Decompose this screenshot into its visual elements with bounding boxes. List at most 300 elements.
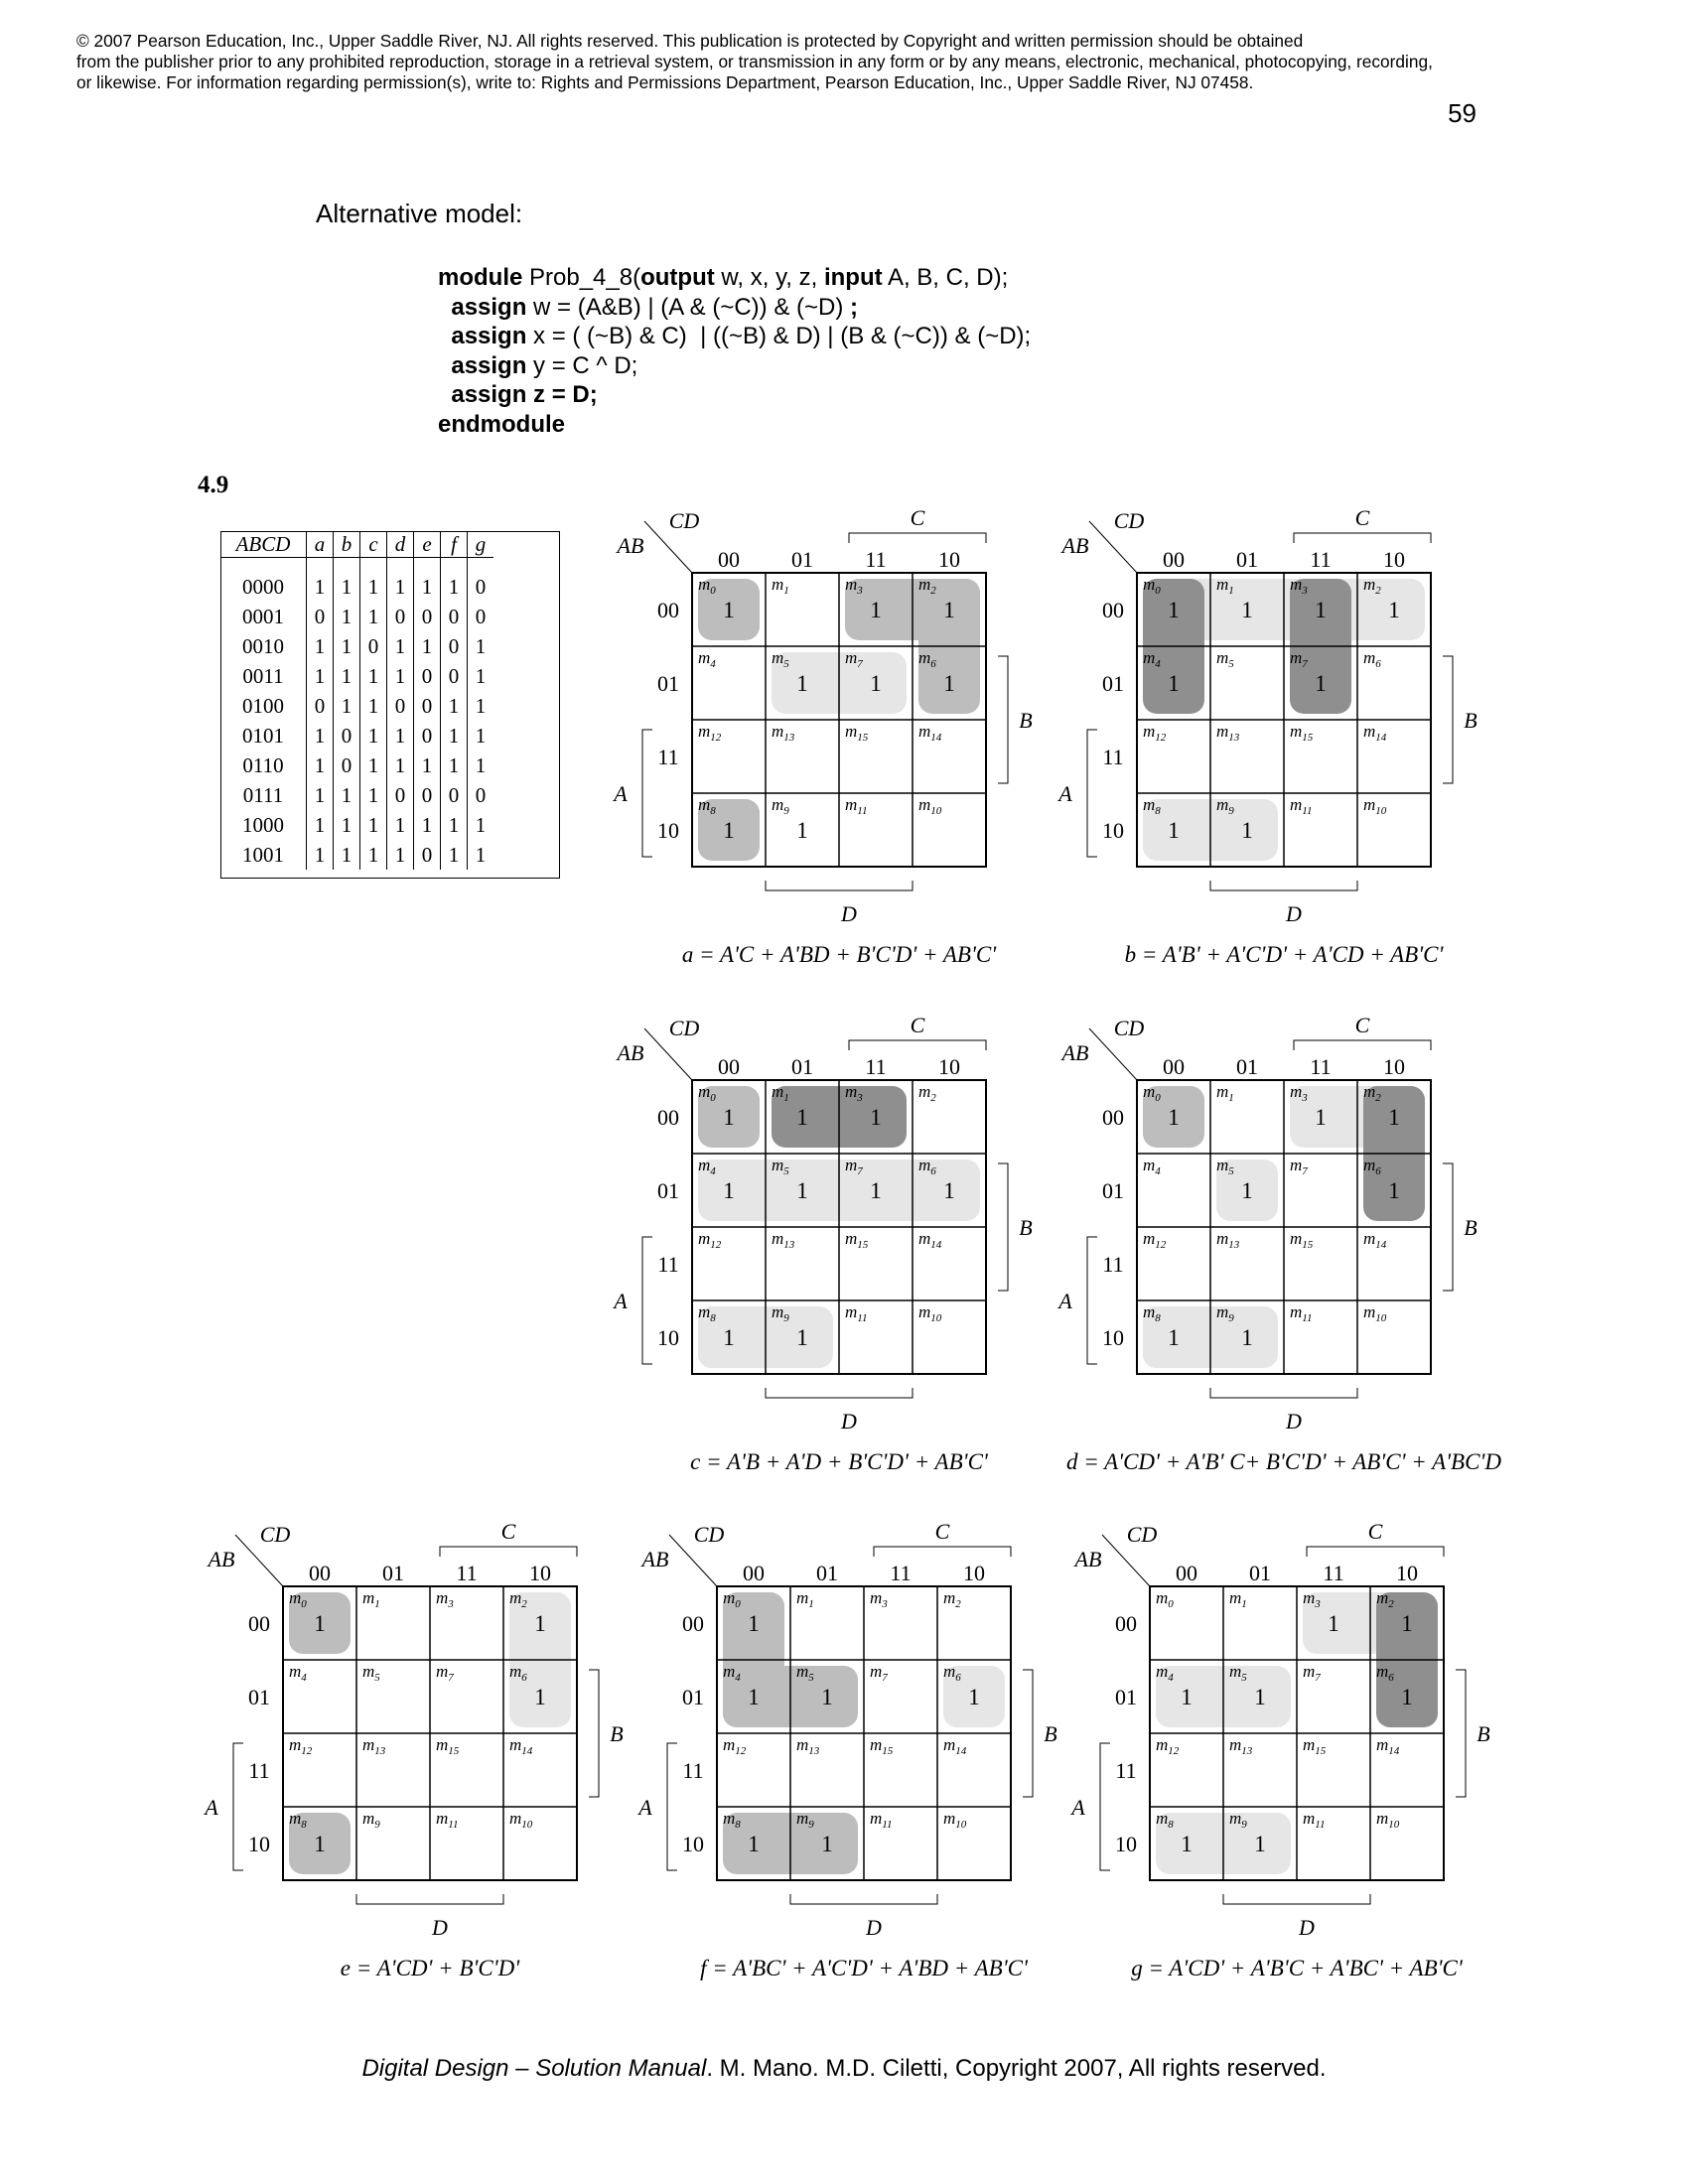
minterm-label: $m_2$ [918, 1082, 936, 1104]
minterm-label: $m_6$ [918, 648, 936, 670]
table-cell: 0111 [242, 782, 284, 807]
table-cell: 0101 [242, 723, 284, 748]
minterm-label: $m_{11}$ [436, 1809, 459, 1831]
table-cell: 1 [307, 840, 334, 870]
table-cell: 0 [387, 691, 414, 721]
table-cell: 1 [360, 721, 387, 751]
minterm-label: $m_5$ [1216, 648, 1234, 670]
kmap-equation: a = A'C + A'BD + B'C'D' + AB'C' [681, 942, 997, 967]
row-header: 01 [248, 1685, 270, 1709]
minterm-label: $m_8$ [1156, 1809, 1174, 1831]
minterm-label: $m_7$ [870, 1662, 888, 1684]
code-text: w, x, y, z, [714, 264, 824, 291]
column-header: 11 [456, 1561, 478, 1585]
one-value: 1 [870, 1105, 882, 1130]
minterm-label: $m_{13}$ [772, 722, 795, 744]
minterm-label: $m_8$ [1143, 1302, 1161, 1324]
minterm-label: $m_8$ [289, 1809, 307, 1831]
minterm-label: $m_{13}$ [362, 1735, 386, 1757]
minterm-label: $m_{12}$ [1156, 1735, 1180, 1757]
footer-text: . M. Mano. M.D. Ciletti, Copyright 2007, All rights reserved. [706, 2055, 1327, 2082]
d-label: D [1286, 1409, 1302, 1433]
a-bracket [642, 730, 652, 857]
code-text: y = C ^ D; [526, 351, 638, 379]
one-value: 1 [1241, 598, 1253, 622]
minterm-label: $m_9$ [796, 1809, 814, 1831]
one-value: 1 [796, 818, 808, 843]
row-header: 10 [1102, 1325, 1124, 1350]
minterm-label: $m_9$ [772, 795, 789, 817]
minterm-label: $m_0$ [698, 1082, 716, 1104]
c-bracket [849, 533, 986, 543]
table-cell: 0 [307, 602, 334, 631]
column-header: f [441, 531, 468, 558]
minterm-label: $m_6$ [1363, 1156, 1381, 1177]
column-header: 10 [938, 1054, 960, 1079]
kmap-equation: g = A'CD' + A'B'C + A'BC' + AB'C' [1131, 1956, 1463, 1980]
code-text: z = D; [526, 381, 598, 408]
cd-label: CD [1126, 1522, 1158, 1547]
row-header: 00 [1102, 1105, 1124, 1130]
table-cell: 0100 [242, 693, 284, 718]
column-header: 10 [938, 547, 960, 572]
table-cell: 1 [360, 751, 387, 780]
b-label: B [1019, 1215, 1033, 1240]
a-label: A [1058, 781, 1072, 806]
minterm-label: $m_3$ [1303, 1588, 1321, 1610]
row-header: 10 [248, 1832, 270, 1856]
page-footer [0, 2055, 1688, 2083]
column-header: 01 [1249, 1561, 1271, 1585]
a-label: A [614, 1289, 628, 1313]
one-value: 1 [723, 598, 735, 622]
code-text: ; [850, 293, 858, 321]
row-header: 00 [657, 1105, 679, 1130]
row-header: 11 [1102, 1252, 1124, 1277]
table-cell: 0 [414, 602, 441, 631]
b-label: B [1464, 1215, 1477, 1240]
column-header: 01 [1236, 1054, 1258, 1079]
column-header: 10 [1396, 1561, 1418, 1585]
table-cell: 0011 [242, 663, 284, 688]
one-value: 1 [1241, 818, 1253, 843]
table-cell: 1 [414, 810, 441, 840]
table-cell: 1 [468, 840, 494, 870]
d-bracket [356, 1894, 503, 1904]
table-cell: 1 [334, 810, 360, 840]
minterm-label: $m_4$ [289, 1662, 307, 1684]
one-value: 1 [796, 1178, 808, 1203]
minterm-label: $m_2$ [1363, 575, 1381, 597]
cd-label: CD [1113, 508, 1145, 533]
b-label: B [1477, 1721, 1490, 1746]
minterm-label: $m_{12}$ [698, 722, 722, 744]
one-value: 1 [1168, 818, 1180, 843]
table-cell: 1 [414, 631, 441, 661]
minterm-label: $m_4$ [698, 1156, 716, 1177]
minterm-label: $m_{10}$ [509, 1809, 533, 1831]
one-value: 1 [748, 1685, 760, 1709]
one-value: 1 [1388, 1178, 1400, 1203]
minterm-label: $m_{10}$ [918, 795, 942, 817]
one-value: 1 [1388, 598, 1400, 622]
code-text: w = (A&B) | (A & (~C)) & (~D) [526, 293, 850, 321]
row-header: 01 [1102, 1178, 1124, 1203]
minterm-label: $m_6$ [1376, 1662, 1394, 1684]
one-value: 1 [968, 1685, 980, 1709]
table-cell: 0 [307, 691, 334, 721]
one-value: 1 [1168, 1325, 1180, 1350]
minterm-label: $m_{12}$ [1143, 722, 1167, 744]
b-bracket [1443, 1163, 1453, 1291]
row-header: 10 [1102, 818, 1124, 843]
minterm-label: $m_{15}$ [1290, 722, 1314, 744]
table-cell: 1 [387, 810, 414, 840]
row-header: 10 [657, 1325, 679, 1350]
one-value: 1 [314, 1611, 326, 1636]
copyright-line: © 2007 Pearson Education, Inc., Upper Saddle River, NJ. All rights reserved. This publication is protected by Copyright and written permission should be obtained [76, 31, 1304, 51]
one-value: 1 [1168, 1105, 1180, 1130]
alternative-model-label: Alternative model: [316, 199, 523, 228]
minterm-label: $m_{10}$ [1376, 1809, 1400, 1831]
column-header: e [414, 531, 441, 558]
minterm-label: $m_{13}$ [1216, 1229, 1240, 1251]
minterm-label: $m_{15}$ [436, 1735, 460, 1757]
table-cell: 0000 [242, 574, 284, 599]
table-cell: 1 [414, 751, 441, 780]
ab-label: AB [208, 1547, 235, 1571]
table-cell: 1 [414, 558, 441, 603]
column-header: 00 [743, 1561, 765, 1585]
minterm-label: $m_{15}$ [870, 1735, 894, 1757]
table-cell: 1 [441, 558, 468, 603]
one-value: 1 [1401, 1611, 1413, 1636]
keyword: assign [451, 381, 527, 408]
table-cell: 0 [468, 780, 494, 810]
minterm-label: $m_0$ [1143, 1082, 1161, 1104]
b-bracket [589, 1670, 599, 1797]
b-bracket [1023, 1670, 1033, 1797]
column-header: 01 [1236, 547, 1258, 572]
minterm-label: $m_3$ [1290, 575, 1308, 597]
column-header: 11 [890, 1561, 912, 1585]
d-bracket [766, 881, 913, 890]
minterm-label: $m_1$ [1229, 1588, 1247, 1610]
minterm-label: $m_1$ [1216, 575, 1234, 597]
c-label: C [910, 505, 925, 530]
cd-label: CD [693, 1522, 725, 1547]
a-label: A [205, 1795, 218, 1820]
table-cell: 0 [387, 780, 414, 810]
table-cell: 0 [468, 558, 494, 603]
d-bracket [1210, 881, 1357, 890]
table-cell: 1 [468, 721, 494, 751]
minterm-label: $m_0$ [723, 1588, 741, 1610]
d-label: D [866, 1915, 882, 1940]
minterm-label: $m_9$ [772, 1302, 789, 1324]
minterm-label: $m_5$ [362, 1662, 380, 1684]
column-header: 00 [309, 1561, 331, 1585]
column-header: 11 [865, 547, 887, 572]
d-label: D [841, 1409, 857, 1433]
minterm-label: $m_{14}$ [943, 1735, 967, 1757]
row-header: 10 [657, 818, 679, 843]
c-bracket [874, 1547, 1011, 1557]
minterm-label: $m_5$ [796, 1662, 814, 1684]
kmap-equation: d = A'CD' + A'B' C+ B'C'D' + AB'C' + A'BC'D [1066, 1449, 1501, 1474]
minterm-label: $m_8$ [698, 1302, 716, 1324]
minterm-label: $m_2$ [918, 575, 936, 597]
one-value: 1 [1401, 1685, 1413, 1709]
table-cell: 1 [307, 780, 334, 810]
a-label: A [614, 781, 628, 806]
keyword: module [438, 264, 523, 291]
minterm-label: $m_{15}$ [845, 1229, 869, 1251]
one-value: 1 [1168, 598, 1180, 622]
copyright-line: or likewise. For information regarding permission(s), write to: Rights and Permissions Department, Pearson Education, Inc., Upper Saddle River, NJ 07458. [76, 72, 1254, 92]
minterm-label: $m_0$ [1143, 575, 1161, 597]
c-label: C [500, 1519, 516, 1544]
minterm-label: $m_7$ [845, 648, 863, 670]
table-cell: 1 [360, 840, 387, 870]
minterm-label: $m_4$ [1156, 1662, 1174, 1684]
keyword: input [823, 264, 883, 291]
minterm-label: $m_{14}$ [1363, 722, 1387, 744]
row-header: 01 [1102, 671, 1124, 696]
table-cell: 1 [334, 691, 360, 721]
table-cell: 0 [387, 602, 414, 631]
minterm-label: $m_7$ [1303, 1662, 1321, 1684]
table-cell: 1 [334, 558, 360, 603]
one-value: 1 [943, 1178, 955, 1203]
one-value: 1 [1181, 1685, 1193, 1709]
column-header: 01 [791, 547, 813, 572]
one-value: 1 [748, 1611, 760, 1636]
minterm-label: $m_{15}$ [1303, 1735, 1327, 1757]
minterm-label: $m_5$ [772, 1156, 789, 1177]
column-header: 00 [1176, 1561, 1197, 1585]
one-value: 1 [723, 1325, 735, 1350]
d-bracket [790, 1894, 937, 1904]
one-value: 1 [1315, 671, 1327, 696]
table-cell: 0 [441, 631, 468, 661]
table-cell: 1 [468, 751, 494, 780]
minterm-label: $m_1$ [772, 1082, 789, 1104]
a-bracket [642, 1237, 652, 1364]
c-bracket [440, 1547, 577, 1557]
table-cell: 0110 [242, 752, 284, 777]
row-header: 01 [682, 1685, 704, 1709]
d-label: D [841, 901, 857, 926]
table-cell: 0 [414, 721, 441, 751]
section-number: 4.9 [198, 472, 229, 498]
table-cell: 1 [468, 631, 494, 661]
table-cell: 0 [360, 631, 387, 661]
kmap-equation: f = A'BC' + A'C'D' + A'BD + AB'C' [700, 1956, 1028, 1980]
keyword: endmodule [438, 410, 566, 438]
b-bracket [998, 1163, 1008, 1291]
a-label: A [638, 1795, 652, 1820]
table-cell: 0001 [242, 604, 284, 628]
table-cell: 1 [468, 810, 494, 840]
keyword: output [640, 264, 715, 291]
minterm-label: $m_1$ [362, 1588, 380, 1610]
table-cell: 0 [441, 780, 468, 810]
one-value: 1 [723, 1105, 735, 1130]
table-cell: 0 [334, 721, 360, 751]
row-header: 01 [657, 1178, 679, 1203]
a-bracket [667, 1743, 677, 1870]
ab-label: AB [617, 1040, 644, 1065]
minterm-label: $m_{11}$ [1303, 1809, 1326, 1831]
minterm-label: $m_7$ [845, 1156, 863, 1177]
column-header: 11 [1323, 1561, 1344, 1585]
one-value: 1 [1241, 1325, 1253, 1350]
column-header: 10 [963, 1561, 985, 1585]
column-header: 11 [1310, 547, 1332, 572]
minterm-label: $m_7$ [1290, 1156, 1308, 1177]
column-header: 01 [382, 1561, 404, 1585]
minterm-label: $m_7$ [436, 1662, 454, 1684]
kmap-equation: c = A'B + A'D + B'C'D' + AB'C' [690, 1449, 988, 1474]
one-value: 1 [723, 1178, 735, 1203]
row-header: 01 [657, 671, 679, 696]
minterm-label: $m_{10}$ [918, 1302, 942, 1324]
minterm-label: $m_9$ [1216, 1302, 1234, 1324]
minterm-label: $m_{11}$ [1290, 795, 1313, 817]
row-header: 00 [682, 1611, 704, 1636]
code-text: A, B, C, D); [882, 264, 1009, 291]
row-header: 00 [1102, 598, 1124, 622]
minterm-label: $m_3$ [870, 1588, 888, 1610]
cd-label: CD [668, 508, 700, 533]
table-cell: 1 [307, 661, 334, 691]
minterm-label: $m_{14}$ [918, 1229, 942, 1251]
minterm-label: $m_2$ [1363, 1082, 1381, 1104]
minterm-label: $m_{13}$ [1216, 722, 1240, 744]
minterm-label: $m_3$ [845, 1082, 863, 1104]
one-value: 1 [943, 598, 955, 622]
column-header: 00 [718, 547, 740, 572]
minterm-label: $m_{13}$ [772, 1229, 795, 1251]
one-value: 1 [796, 1325, 808, 1350]
column-header: c [360, 531, 387, 558]
table-cell: 1 [307, 631, 334, 661]
table-cell: 1 [334, 661, 360, 691]
code-text: x = ( (~B) & C) | ((~B) & D) | (B & (~C)) & (~D); [526, 323, 1032, 349]
minterm-label: $m_2$ [509, 1588, 527, 1610]
column-header: d [387, 531, 414, 558]
column-header: b [334, 531, 360, 558]
one-value: 1 [1315, 598, 1327, 622]
table-cell: 1 [441, 751, 468, 780]
minterm-label: $m_6$ [918, 1156, 936, 1177]
table-cell: 1 [360, 602, 387, 631]
row-header: 11 [657, 745, 679, 769]
minterm-label: $m_4$ [698, 648, 716, 670]
b-bracket [998, 656, 1008, 783]
column-header: 00 [1163, 547, 1185, 572]
one-value: 1 [821, 1685, 833, 1709]
table-cell: 1 [441, 691, 468, 721]
minterm-label: $m_0$ [698, 575, 716, 597]
table-cell: 1 [441, 810, 468, 840]
minterm-label: $m_{12}$ [698, 1229, 722, 1251]
row-header: 11 [682, 1758, 704, 1783]
minterm-label: $m_{15}$ [845, 722, 869, 744]
table-cell: 1 [360, 558, 387, 603]
minterm-label: $m_3$ [436, 1588, 454, 1610]
minterm-label: $m_{14}$ [918, 722, 942, 744]
a-label: A [1058, 1289, 1072, 1313]
minterm-label: $m_6$ [1363, 648, 1381, 670]
minterm-label: $m_0$ [1156, 1588, 1174, 1610]
one-value: 1 [1254, 1832, 1266, 1856]
minterm-label: $m_8$ [1143, 795, 1161, 817]
minterm-label: $m_1$ [796, 1588, 814, 1610]
one-value: 1 [748, 1832, 760, 1856]
minterm-label: $m_9$ [1216, 795, 1234, 817]
one-value: 1 [723, 818, 735, 843]
ab-label: AB [641, 1547, 669, 1571]
a-bracket [1100, 1743, 1110, 1870]
minterm-label: $m_{12}$ [289, 1735, 313, 1757]
table-cell: 1 [307, 558, 334, 603]
c-bracket [1307, 1547, 1444, 1557]
kmap-equation: b = A'B' + A'C'D' + A'CD + AB'C' [1124, 942, 1444, 967]
one-value: 1 [870, 598, 882, 622]
minterm-label: $m_2$ [1376, 1588, 1394, 1610]
table-cell: 1 [360, 780, 387, 810]
row-header: 00 [1115, 1611, 1137, 1636]
table-cell: 1 [441, 721, 468, 751]
d-label: D [432, 1915, 448, 1940]
column-header: 01 [791, 1054, 813, 1079]
b-label: B [610, 1721, 624, 1746]
row-header: 10 [682, 1832, 704, 1856]
table-cell: 0 [414, 780, 441, 810]
column-header: 00 [1163, 1054, 1185, 1079]
table-cell: 1 [441, 840, 468, 870]
kmap-equation: e = A'CD' + B'C'D' [340, 1956, 520, 1980]
copyright-line: from the publisher prior to any prohibited reproduction, storage in a retrieval system, or transmission in any form or by any means, electronic, mechanical, photocopying, recording, [76, 52, 1433, 71]
column-header: 10 [1383, 547, 1405, 572]
minterm-label: $m_{10}$ [943, 1809, 967, 1831]
b-bracket [1443, 656, 1453, 783]
table-cell: 1001 [242, 842, 284, 867]
minterm-label: $m_4$ [1143, 1156, 1161, 1177]
table-cell: 1 [387, 558, 414, 603]
table-cell: 1 [468, 661, 494, 691]
minterm-label: $m_{15}$ [1290, 1229, 1314, 1251]
minterm-label: $m_{10}$ [1363, 1302, 1387, 1324]
row-header: 00 [248, 1611, 270, 1636]
table-cell: 0 [441, 661, 468, 691]
minterm-label: $m_5$ [1216, 1156, 1234, 1177]
row-header: 11 [657, 1252, 679, 1277]
one-value: 1 [1328, 1611, 1339, 1636]
table-cell: 0 [414, 691, 441, 721]
minterm-label: $m_{11}$ [845, 795, 868, 817]
minterm-label: $m_{13}$ [796, 1735, 820, 1757]
one-value: 1 [1388, 1105, 1400, 1130]
row-header: 11 [248, 1758, 270, 1783]
d-bracket [766, 1388, 913, 1398]
cd-label: CD [259, 1522, 291, 1547]
minterm-label: $m_{12}$ [1143, 1229, 1167, 1251]
table-cell: 1 [387, 840, 414, 870]
row-header: 10 [1115, 1832, 1137, 1856]
